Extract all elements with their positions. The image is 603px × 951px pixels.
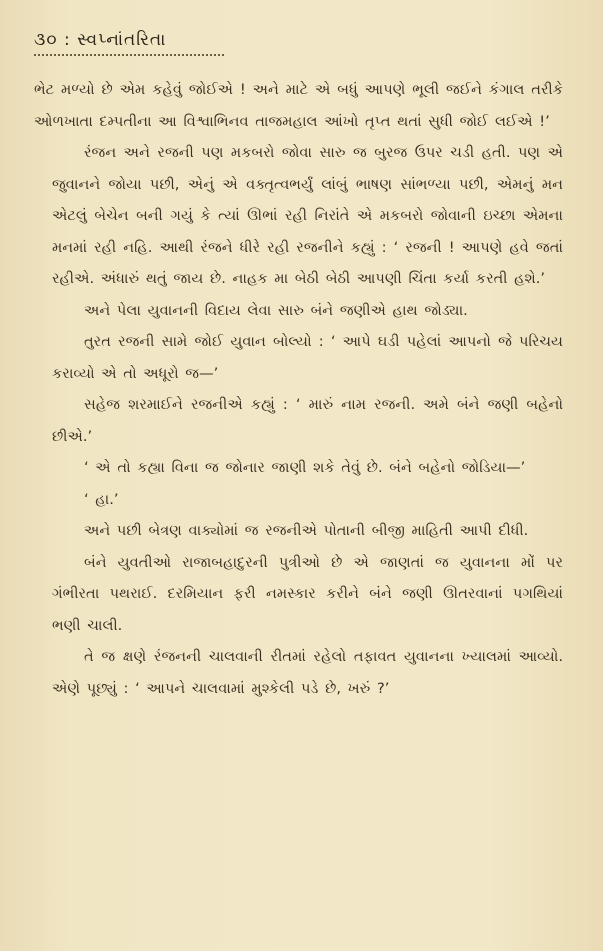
header-divider: [34, 54, 224, 60]
paragraph-8: અને પછી બેત્રણ વાક્યોમાં જ રજનીએ પોતાની બીજી માહિતી આપી દીધી.: [84, 522, 529, 539]
paragraph-6: ‘ એ તો કહ્યા વિના જ જોનાર જાણી શકે તેવું છે. બંને બહેનો જોડિયા—’: [84, 459, 526, 476]
paragraph-2: રંજન અને રજની પણ મકબરો જોવા સારુ જ બુરજ ઉપર ચડી હતી. પણ એ જુવાનને જોયા પછી, એનું એ વક્તૃત્વભર્યું લાંબું ભાષણ સાંભળ્યા પછી, એમનું મન એટલું બેચેન બની ગયું કે ત્યાં ઊભાં રહી નિરાંતે એ મકબરો જોવાની ઇચ્છા એમના મનમાં રહી નહિ. આથી રંજને ધીરે રહી રજનીને કહ્યું : ‘ રજની ! આપણે હવે જતાં રહીએ. અંધારું થતું જાય છે. નાહક મા બેઠી બેઠી આપણી ચિંતા કર્યા કરતી હશે.’: [52, 144, 563, 287]
paragraph-4: તુરત રજની સામે જોઈ યુવાન બોલ્યો : ‘ આપે ઘડી પહેલાં આપનો જે પરિચય કરાવ્યો એ તો અધૂરો જ—’: [52, 333, 563, 382]
paragraph-5: સહેજ શરમાઈને રજનીએ કહ્યું : ‘ મારું નામ રજની. અમે બંને જણી બહેનો છીએ.’: [52, 396, 563, 445]
paragraph-7: ‘ હા.’: [84, 490, 119, 508]
paragraph-9: બંને યુવતીઓ રાજાબહાદુરની પુત્રીઓ છે એ જાણતાં જ યુવાનના મોં પર ગંભીરતા પથરાઈ. દરમિયાન ફરી નમસ્કાર કરીને બંને જણી ઊતરવાનાં પગથિયાં ભણી ચાલી.: [52, 553, 563, 634]
book-title: સ્વપ્નાંતરિતા: [77, 30, 167, 50]
paragraph-10: તે જ ક્ષણે રંજનની ચાલવાની રીતમાં રહેલો તફાવત યુવાનના ખ્યાલમાં આવ્યો. એણે પૂછ્યું : ‘ આપને ચાલવામાં મુશ્કેલી પડે છે, ખરું ?’: [52, 648, 563, 697]
paragraph-1: ભેટ મળ્યો છે એમ કહેવું જોઈએ ! અને માટે એ બધું આપણે ભૂલી જઈને કંગાલ તરીકે ઓળખાતા દમ્પતીના આ વિશ્વાભિનવ તાજમહાલ આંખો તૃપ્ત થતાં સુધી જોઈ લઈએ !’: [34, 81, 563, 130]
running-head: [34, 30, 563, 50]
paragraph-3: અને પેલા યુવાનની વિદાય લેવા સારુ બંને જણીએ હાથ જોડ્યા.: [84, 301, 468, 319]
page-number: ૩૦: [34, 30, 58, 50]
header-separator: :: [63, 30, 71, 50]
